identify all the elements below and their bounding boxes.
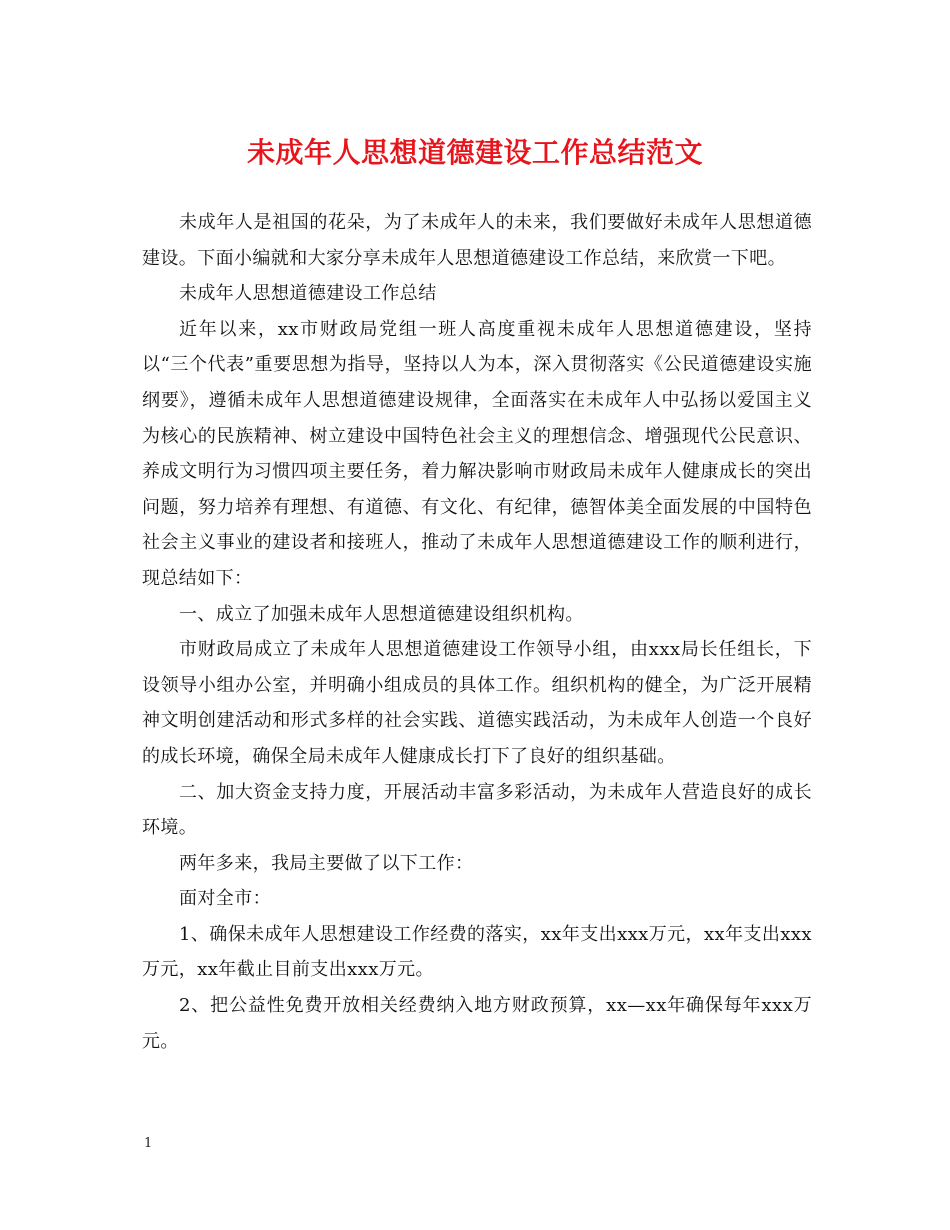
section-heading: 未成年人思想道德建设工作总结 bbox=[179, 283, 437, 305]
point-two-heading: 二、加大资金支持力度，开展活动丰富多彩活动，为未成年人营造良好的成长环境。 bbox=[142, 781, 812, 839]
document-title: 未成年人思想道德建设工作总结范文 bbox=[246, 136, 703, 169]
point-one-paragraph: 市财政局成立了未成年人思想道德建设工作领导小组，由xxx局长任组长，下设领导小组办公室，并明确小组成员的具体工作。组织机构的健全，为广泛开展精神文明创建活动和形式多样的社会实践、道德实践活动，为未成年人创造一个良好的成长环境，确保全局未成年人健康成长打下了良好的组织基础。 bbox=[142, 639, 812, 767]
list-item-2: 2、把公益性免费开放相关经费纳入地方财政预算，xx—xx年确保每年xxx万元。 bbox=[142, 995, 812, 1052]
work-intro-paragraph: 两年多来，我局主要做了以下工作： bbox=[179, 852, 474, 874]
document-body bbox=[142, 205, 812, 1059]
citywide-label: 面对全市： bbox=[179, 888, 271, 910]
list-item-1: 1、确保未成年人思想建设工作经费的落实，xx年支出xxx万元，xx年支出xxx万元，xx年截止目前支出xxx万元。 bbox=[142, 923, 812, 981]
intro-paragraph: 未成年人是祖国的花朵，为了未成年人的未来，我们要做好未成年人思想道德建设。下面小编就和大家分享未成年人思想道德建设工作总结，来欣赏一下吧。 bbox=[142, 212, 812, 269]
summary-paragraph: 近年以来，xx市财政局党组一班人高度重视未成年人思想道德建设，坚持以“三个代表”重要思想为指导，坚持以人为本，深入贯彻落实《公民道德建设实施纲要》，遵循未成年人思想道德建设规律，全面落实在未成年人中弘扬以爱国主义为核心的民族精神、树立建设中国特色社会主义的理想信念、增强现代公民意识、养成文明行为习惯四项主要任务，着力解决影响市财政局未成年人健康成长的突出问题，努力培养有理想、有道德、有文化、有纪律，德智体美全面发展的中国特色社会主义事业的建设者和接班人，推动了未成年人思想道德建设工作的顺利进行，现总结如下： bbox=[142, 318, 812, 589]
point-one-heading: 一、成立了加强未成年人思想道德建设组织机构。 bbox=[179, 603, 584, 625]
page-number: 1 bbox=[144, 1136, 153, 1151]
